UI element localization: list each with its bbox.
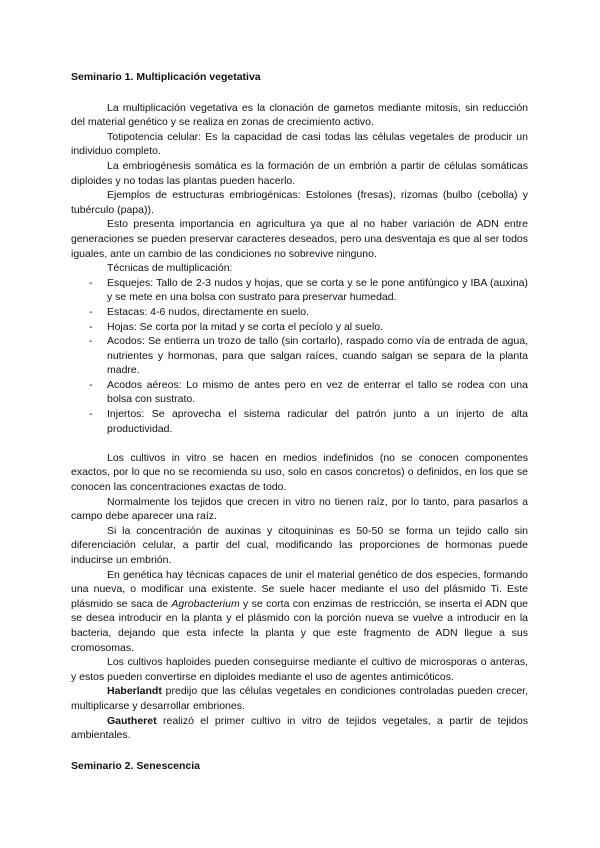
section-title-seminario-2: Seminario 2. Senescencia xyxy=(71,759,200,772)
paragraph-raiz: Normalmente los tejidos que crecen in vitro no tienen raíz, por lo tanto, para pasarlos a campo debe aparecer una raíz. xyxy=(71,495,528,523)
list-dash: - xyxy=(89,305,93,318)
list-dash: - xyxy=(89,276,93,289)
paragraph-importancia: Esto presenta importancia en agricultura ya que al no haber variación de ADN entre generaciones se pueden preservar caracteres deseados, pero una desventaja es que al ser todos iguales, ante un cambio de las condiciones no sobrevive ninguno. xyxy=(71,218,528,260)
section-title-seminario-1: Seminario 1. Multiplicación vegetativa xyxy=(71,71,261,83)
list-dash: - xyxy=(89,320,93,333)
blank-line xyxy=(71,436,528,451)
haberlandt-name: Haberlandt xyxy=(107,685,162,698)
list-item: - Injertos: Se aprovecha el sistema radicular del patrón junto a un injerto de alta productividad. xyxy=(89,408,528,435)
list-dash: - xyxy=(89,335,93,348)
gautheret-name: Gautheret xyxy=(107,714,157,727)
list-item: - Estacas: 4-6 nudos, directamente en suelo. xyxy=(89,305,309,318)
agrobacterium-italic: Agrobacterium xyxy=(171,597,240,610)
tecnicas-list xyxy=(71,276,528,437)
paragraph-auxinas: Si la concentración de auxinas y citoquininas es 50-50 se forma un tejido callo sin diferenciación celular, a partir del cual, modificando las proporciones de hormonas puede inducirse un embrión. xyxy=(71,524,528,566)
paragraph-haploides: Los cultivos haploides pueden conseguirse mediante el cultivo de microsporas o anteras, y estos pueden convertirse en diploides mediante el uso de agentes antimicóticos. xyxy=(71,656,528,683)
paragraph-genetica: En genética hay técnicas capaces de unir el material genético de dos especies, formando una nueva, o modificar una existente. Se suele hacer mediante el uso del plásmido Ti. Este plásmido se saca de Agrobacterium y se corta con enzimas de restricción, se inserta el ADN que se desea introducir en la planta y el plásmido con la porción nueva se vuelve a introducir en la bacteria, dejando que esta infecte la planta y que este fragmento de ADN llegue a sus cromosomas. xyxy=(71,568,529,654)
list-dash: - xyxy=(89,408,93,421)
paragraph-multiplicacion: La multiplicación vegetativa es la clonación de gametos mediante mitosis, sin reducción del material genético y se realiza en zonas de crecimiento activo. xyxy=(71,101,528,129)
paragraph-haberlandt: Haberlandt predijo que las células vegetales en condiciones controladas pueden crecer, multiplicarse y desarrollar embriones. xyxy=(71,685,528,712)
paragraph-totipotencia: Totipotencia celular: Es la capacidad de casi todas las células vegetales de producir un individuo completo. xyxy=(71,130,528,158)
list-item: - Hojas: Se corta por la mitad y se corta el pecíolo y al suelo. xyxy=(89,320,384,333)
paragraph-embriogenesis: La embriogénesis somática es la formación de un embrión a partir de células somáticas diploides y no todas las plantas pueden hacerlo. xyxy=(71,159,528,187)
paragraph-cultivos-in-vitro: Los cultivos in vitro se hacen en medios indefinidos (no se conocen componentes exactos, por lo que no se recomienda su uso, solo en casos concretos) o definidos, en los que se conocen las concentraciones exactas de todo. xyxy=(71,451,528,494)
list-item: - Esquejes: Tallo de 2-3 nudos y hojas, que se corta y se le pone antifúngico y IBA (auxina) y se mete en una bolsa con sustrato para preservar humedad. xyxy=(89,276,528,304)
list-item: - Acodos aéreos: Lo mismo de antes pero en vez de enterrar el tallo se rodea con una bolsa con sustrato. xyxy=(89,378,528,406)
tecnicas-heading: Técnicas de multiplicación: xyxy=(107,262,233,275)
list-item: - Acodos: Se entierra un trozo de tallo (sin cortarlo), raspado como vía de entrada de agua, nutrientes y hormonas, para que salgan raíces, cuando salgan se separa de la planta madre. xyxy=(89,335,528,377)
list-dash: - xyxy=(89,378,93,391)
paragraph-gautheret: Gautheret realizó el primer cultivo in vitro de tejidos vegetales, a partir de tejidos ambientales. xyxy=(71,714,528,742)
paragraph-ejemplos: Ejemplos de estructuras embriogénicas: Estolones (fresas), rizomas (bulbo (cebolla) y tubérculo (papa)). xyxy=(71,189,528,216)
